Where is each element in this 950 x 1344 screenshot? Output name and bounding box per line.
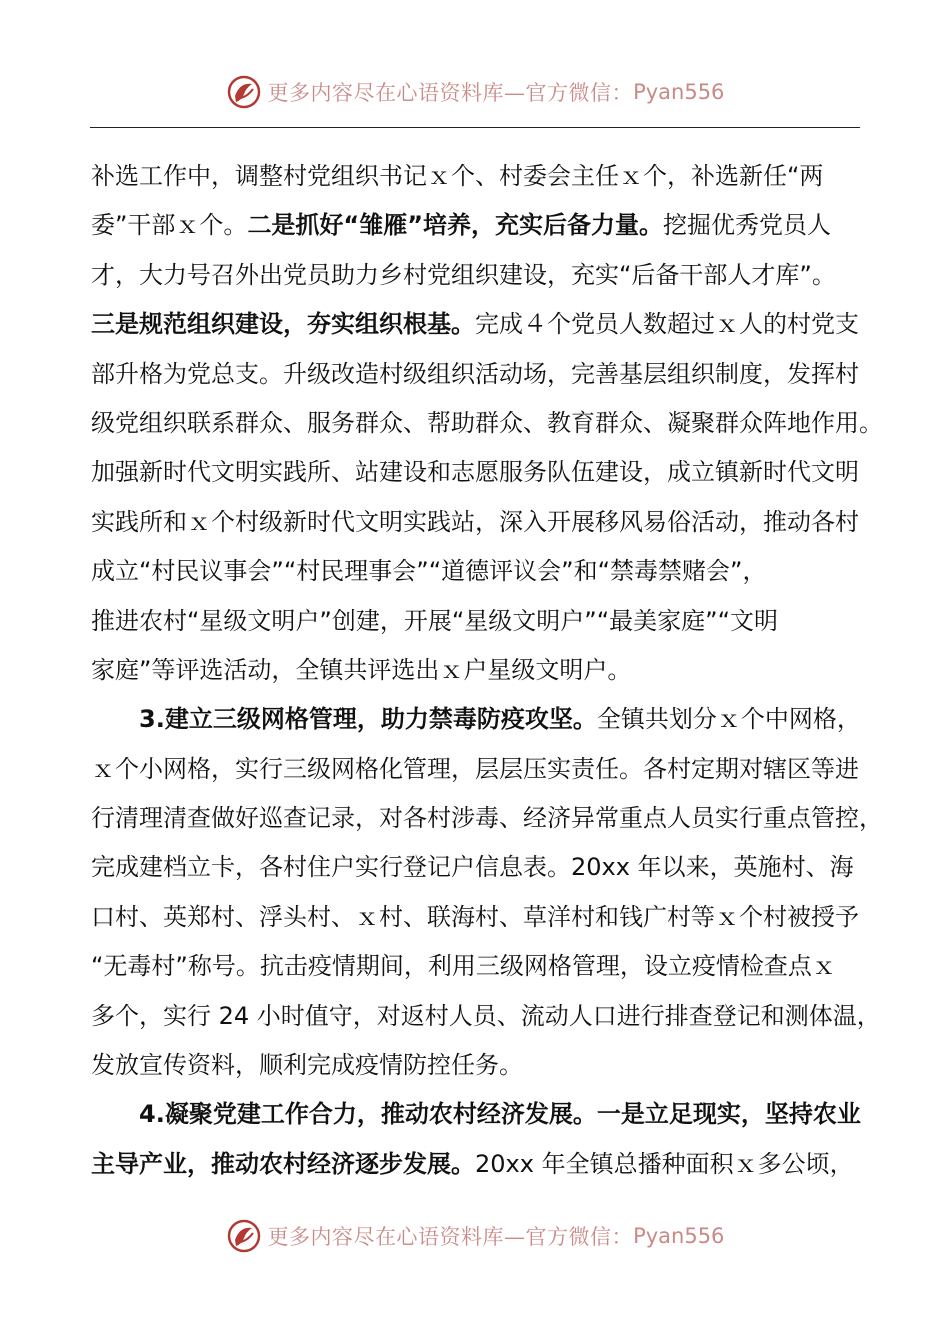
bold-text-segment: 三是规范组织建设，夯实组织根基。 (91, 310, 475, 339)
text-segment: 部升格为党总支。升级改造村级组织活动场，完善基层组织制度，发挥村 (91, 359, 859, 388)
banner-text: 更多内容尽在心语资料库—官方微信： (267, 81, 634, 105)
text-line (91, 1041, 861, 1090)
text-segment: 行清理清查做好巡查记录，对各村涉毒、经济异常重点人员实行重点管控， (91, 804, 883, 833)
text-line (91, 448, 861, 497)
text-line (91, 300, 861, 349)
bold-text-segment: 二是抓好“雏雁”培养，充实后备力量。 (247, 211, 663, 240)
bold-text-segment: 主导产业，推动农村经济逐步发展。 (91, 1149, 475, 1178)
bold-text-segment: 4.凝聚党建工作合力，推动农村经济发展。一是立足现实，坚持农业 (139, 1100, 861, 1129)
text-line (91, 695, 861, 744)
text-line (91, 992, 881, 1041)
text-segment: 多个，实行 24 小时值守，对返村人员、流动人口进行排查登记和测体温， (91, 1001, 881, 1030)
document-body (91, 152, 883, 1189)
text-line (91, 547, 861, 596)
text-segment: 全镇共划分ｘ个中网格， (596, 705, 861, 734)
logo-icon (226, 74, 262, 110)
banner-wechat-id: Pyan556 (633, 80, 725, 104)
text-line (91, 942, 861, 991)
text-line (91, 1090, 861, 1139)
text-segment: “无毒村”称号。抗击疫情期间，利用三级网格管理，设立疫情检查点ｘ (91, 952, 836, 981)
header-banner (0, 70, 950, 114)
text-segment: 实践所和ｘ个村级新时代文明实践站，深入开展移风易俗活动，推动各村 (91, 507, 859, 536)
header-divider (90, 127, 860, 128)
text-line (91, 399, 883, 448)
text-segment: 加强新时代文明实践所、站建设和志愿服务队伍建设，成立镇新时代文明 (91, 458, 859, 487)
text-line (91, 597, 861, 646)
text-segment: 才，大力号召外出党员助力乡村党组织建设，充实“后备干部人才库”。 (91, 260, 836, 289)
text-segment: 完成建档立卡，各村住户实行登记户信息表。20xx 年以来，英施村、海 (91, 853, 854, 882)
text-segment: 20xx 年全镇总播种面积ｘ多公顷， (475, 1149, 854, 1178)
text-line (91, 843, 861, 892)
text-segment: 挖掘优秀党员人 (662, 211, 831, 240)
text-segment: 级党组织联系群众、服务群众、帮助群众、教育群众、凝聚群众阵地作用。 (91, 408, 883, 437)
text-line (91, 794, 883, 843)
text-segment: 推进农村“星级文明户”创建，开展“星级文明户”“最美家庭”“文明 (91, 606, 779, 635)
logo-icon (226, 1218, 262, 1254)
text-segment: 口村、英郑村、浮头村、ｘ村、联海村、草洋村和钱广村等ｘ个村被授予 (91, 902, 859, 931)
text-line (91, 646, 861, 695)
text-line (91, 893, 861, 942)
text-line (91, 1140, 861, 1189)
bold-text-segment: 3.建立三级网格管理，助力禁毒防疫攻坚。 (139, 705, 597, 734)
text-line (91, 498, 861, 547)
text-segment: 成立“村民议事会”“村民理事会”“道德评议会”和“禁毒禁赌会”， (91, 557, 767, 586)
banner-text: 更多内容尽在心语资料库—官方微信： (267, 1225, 634, 1249)
text-line (91, 201, 861, 250)
text-line (91, 350, 861, 399)
text-segment: 发放宣传资料，顺利完成疫情防控任务。 (91, 1051, 523, 1080)
text-segment: 委”干部ｘ个。 (91, 211, 248, 240)
footer-banner (0, 1214, 950, 1258)
text-line (91, 152, 861, 201)
text-line (91, 745, 861, 794)
text-segment: ｘ个小网格，实行三级网格化管理，层层压实责任。各村定期对辖区等进 (91, 754, 859, 783)
text-segment: 完成４个党员人数超过ｘ人的村党支 (475, 310, 859, 339)
text-segment: 家庭”等评选活动，全镇共评选出ｘ户星级文明户。 (91, 655, 632, 684)
banner-wechat-id: Pyan556 (633, 1224, 725, 1248)
text-line (91, 251, 861, 300)
text-segment: 补选工作中，调整村党组织书记ｘ个、村委会主任ｘ个，补选新任“两 (91, 162, 824, 190)
